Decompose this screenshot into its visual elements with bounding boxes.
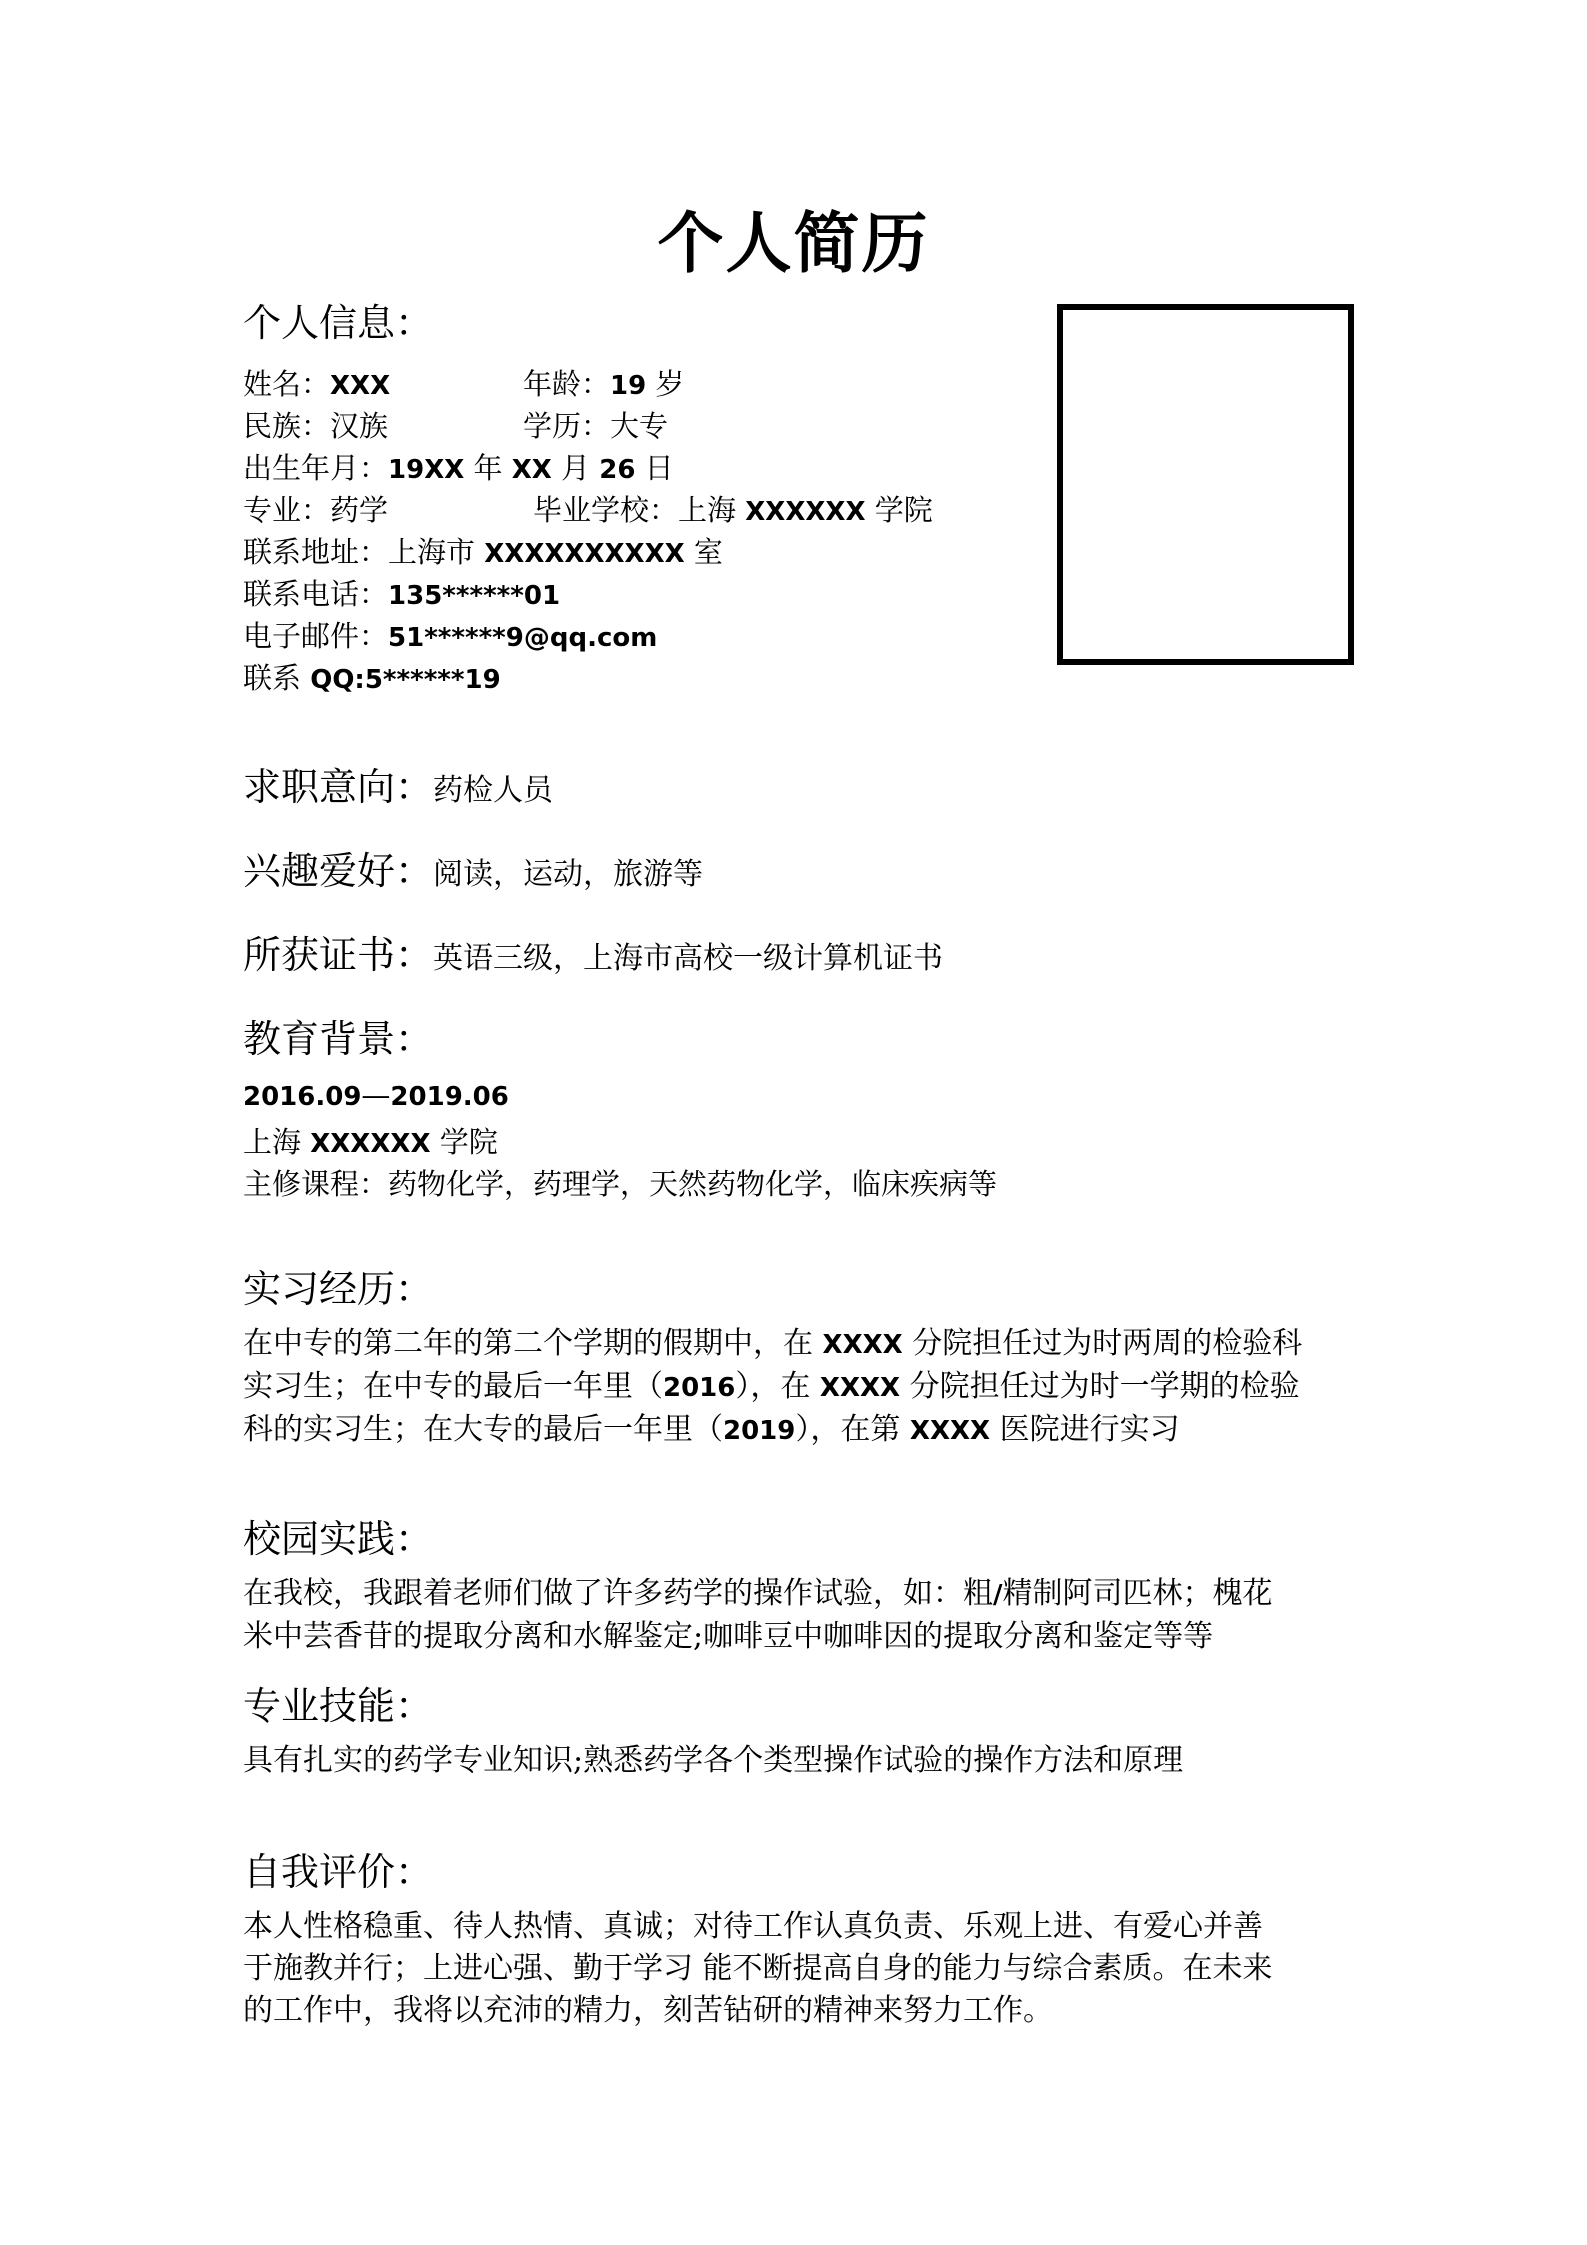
education-level-field <box>523 404 668 445</box>
internship-line-3: 科的实习生；在大专的最后一年里（2019），在第 XXXX 医院进行实习 <box>243 1412 1180 1447</box>
photo-placeholder <box>1057 304 1354 665</box>
education-school-suffix: 学院 <box>430 1125 498 1159</box>
internship-heading: 实习经历： <box>243 1267 434 1311</box>
resume-title: 个人简历 <box>657 204 930 282</box>
job-intent-heading: 求职意向： <box>243 765 434 809</box>
address-field <box>243 530 723 571</box>
education-school-name: XXXXXX <box>310 1129 431 1159</box>
age-number: 19 <box>610 371 647 401</box>
address-label: 联系地址： <box>243 535 389 569</box>
campus-heading: 校园实践： <box>243 1517 434 1561</box>
email-label: 电子邮件： <box>243 619 389 653</box>
cert-heading: 所获证书： <box>243 933 434 977</box>
birth-year: 19XX <box>388 455 465 485</box>
birth-month: XX <box>511 455 552 485</box>
hobby-value: 阅读，运动，旅游等 <box>433 857 704 892</box>
education-period <box>243 1078 509 1112</box>
job-intent-row <box>243 756 553 811</box>
age-unit: 岁 <box>646 367 685 401</box>
internship-line-2: 实习生；在中专的最后一年里（2016），在 XXXX 分院担任过为时一学期的检验 <box>243 1369 1300 1404</box>
education-level-label: 学历： <box>523 409 611 443</box>
major-label: 专业： <box>243 493 331 527</box>
age-label: 年龄： <box>523 367 611 401</box>
birth-field <box>243 446 674 487</box>
cert-row <box>243 924 943 979</box>
qq-field <box>243 656 501 697</box>
birth-day: 26 <box>599 455 636 485</box>
self-eval-line-1: 本人性格稳重、待人热情、真诚；对待工作认真负责、乐观上进、有爱心并善 <box>243 1909 1263 1944</box>
email-field <box>243 614 657 655</box>
qq-value: QQ:5******19 <box>310 665 501 695</box>
ethnic-field <box>243 404 388 445</box>
birth-month-unit: 月 <box>551 451 600 485</box>
ethnic-label: 民族： <box>243 409 331 443</box>
campus-line-1: 在我校，我跟着老师们做了许多药学的操作试验，如：粗/精制阿司匹林；槐花 <box>243 1576 1273 1611</box>
education-courses: 主修课程：药物化学，药理学，天然药物化学，临床疾病等 <box>243 1167 998 1201</box>
skills-heading: 专业技能： <box>243 1684 434 1728</box>
qq-label: 联系 <box>243 661 311 695</box>
birth-day-unit: 日 <box>635 451 674 485</box>
education-dash: — <box>361 1078 391 1112</box>
self-eval-paragraph <box>243 1906 1273 2032</box>
address-suffix: 室 <box>684 535 723 569</box>
self-eval-line-2: 于施教并行；上进心强、勤于学习 能不断提高自身的能力与综合素质。在未来 <box>243 1951 1273 1986</box>
phone-label: 联系电话： <box>243 577 389 611</box>
major-value: 药学 <box>330 493 389 527</box>
job-intent-value: 药检人员 <box>433 773 554 808</box>
campus-paragraph <box>243 1573 1273 1658</box>
internship-line-1: 在中专的第二年的第二个学期的假期中，在 XXXX 分院担任过为时两周的检验科 <box>243 1326 1303 1361</box>
skills-line-1: 具有扎实的药学专业知识;熟悉药学各个类型操作试验的操作方法和原理 <box>243 1743 1184 1778</box>
birth-label: 出生年月： <box>243 451 389 485</box>
education-start: 2016.09 <box>243 1082 362 1112</box>
self-eval-heading: 自我评价： <box>243 1850 434 1894</box>
education-school <box>243 1120 498 1161</box>
school-name: XXXXXX <box>745 497 866 527</box>
campus-line-2: 米中芸香苷的提取分离和水解鉴定;咖啡豆中咖啡因的提取分离和鉴定等等 <box>243 1619 1214 1654</box>
major-field <box>243 488 388 529</box>
skills-paragraph <box>243 1740 1183 1782</box>
name-label: 姓名： <box>243 367 331 401</box>
phone-value: 135******01 <box>388 581 561 611</box>
age-field <box>523 362 684 403</box>
address-prefix: 上海市 <box>388 535 485 569</box>
education-end: 2019.06 <box>390 1082 509 1112</box>
internship-paragraph <box>243 1323 1302 1452</box>
name-field <box>243 362 390 403</box>
school-prefix: 上海 <box>678 493 746 527</box>
ethnic-value: 汉族 <box>330 409 389 443</box>
personal-info-heading: 个人信息： <box>243 301 434 345</box>
school-field <box>533 488 933 529</box>
hobby-heading: 兴趣爱好： <box>243 849 434 893</box>
school-label: 毕业学校： <box>533 493 679 527</box>
education-school-prefix: 上海 <box>243 1125 311 1159</box>
phone-field <box>243 572 560 613</box>
email-value: 51******9@qq.com <box>388 623 658 653</box>
address-value: XXXXXXXXXX <box>484 539 685 569</box>
education-heading: 教育背景： <box>243 1017 434 1061</box>
self-eval-line-3: 的工作中，我将以充沛的精力，刻苦钻研的精神来努力工作。 <box>243 1993 1053 2028</box>
education-level-value: 大专 <box>610 409 669 443</box>
name-value: XXX <box>330 371 391 401</box>
hobby-row <box>243 840 703 895</box>
birth-year-unit: 年 <box>464 451 512 485</box>
cert-value: 英语三级，上海市高校一级计算机证书 <box>433 941 944 976</box>
school-suffix: 学院 <box>865 493 933 527</box>
